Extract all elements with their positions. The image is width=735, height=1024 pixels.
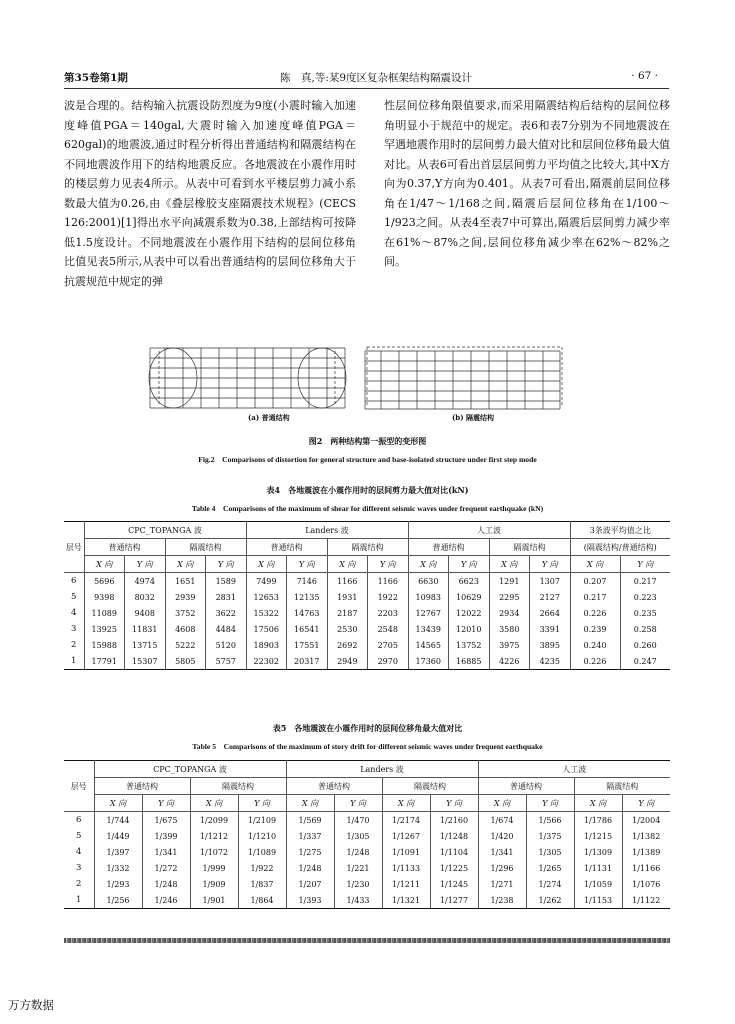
ratio-header: 3条波平均值之比 (570, 522, 670, 539)
value-cell: 6623 (449, 573, 490, 590)
value-cell: 1/2109 (238, 812, 286, 829)
value-cell: 2295 (489, 589, 530, 605)
wave-header: 人工波 (478, 761, 670, 778)
body-text-right: 性层间位移角限值要求,而采用隔震结构后结构的层间位移角明显小于规范中的规定。表6和表7分别为不同地震波在罕遇地震作用时的层间剪力最大值对比和层间位移角最大值对比。从表6可看出首层层间剪力平均值之比较大,其中X方向为0.37,Y方向为0.401。从表7可看出,隔震前层间位移角在1/47～1/168之间,隔震后层间位移角在1/100～1/923之间。从表4至表7中可算出,隔震后层间剪力减少率在61%～87%之间,层间位移角减少率在62%～82%之间。 (384, 99, 670, 268)
structure-header: 普通结构 (94, 778, 190, 795)
value-cell: 2949 (327, 653, 368, 670)
value-cell: 1/1786 (574, 812, 622, 829)
value-cell: 12010 (449, 621, 490, 637)
table-5-body (64, 812, 670, 909)
value-cell: 1/399 (142, 828, 190, 844)
value-cell: 1/470 (334, 812, 382, 829)
value-cell: 1/566 (526, 812, 574, 829)
value-cell: 20317 (287, 653, 328, 670)
value-cell: 1/837 (238, 876, 286, 892)
value-cell: 7146 (287, 573, 328, 590)
value-cell: 1/1072 (190, 844, 238, 860)
structure-header: 普通结构 (246, 539, 327, 556)
wave-header: CPC_TOPANGA 波 (94, 761, 286, 778)
value-cell: 17506 (246, 621, 287, 637)
value-cell: 6630 (408, 573, 449, 590)
value-cell: 4226 (489, 653, 530, 670)
value-cell: 0.258 (633, 624, 657, 634)
direction-header: X 向 (165, 556, 206, 573)
structure-header: 普通结构 (408, 539, 489, 556)
value-cell: 1/1211 (382, 876, 430, 892)
value-cell: 10983 (408, 589, 449, 605)
value-cell: 1/296 (478, 860, 526, 876)
value-cell: 8032 (125, 589, 166, 605)
value-cell: 1/1153 (574, 892, 622, 909)
value-cell: 3622 (206, 605, 247, 621)
value-cell: 0.217 (633, 576, 657, 586)
value-cell: 3391 (530, 621, 571, 637)
value-cell: 0.226 (570, 653, 620, 670)
value-cell: 3975 (489, 637, 530, 653)
direction-header: X 向 (190, 795, 238, 812)
value-cell: 0.247 (620, 653, 670, 670)
value-cell: 1/341 (142, 844, 190, 860)
table-row (64, 828, 670, 844)
value-cell: 1291 (489, 573, 530, 590)
value-cell: 10629 (449, 589, 490, 605)
table-row (64, 812, 670, 829)
value-cell: 13715 (125, 637, 166, 653)
value-cell: 1307 (530, 573, 571, 590)
value-cell: 5696 (84, 573, 125, 590)
value-cell: 1/1248 (430, 828, 478, 844)
table-row (64, 605, 670, 621)
running-header (64, 70, 664, 88)
value-cell: 5222 (165, 637, 206, 653)
value-cell: 1/246 (142, 892, 190, 909)
value-cell: 1/1309 (574, 844, 622, 860)
value-cell: 16541 (287, 621, 328, 637)
table-5 (64, 760, 670, 909)
floor-cell: 2 (64, 876, 94, 892)
value-cell: 1/256 (94, 892, 142, 909)
value-cell: 7499 (246, 573, 287, 590)
value-cell: 1/1389 (632, 847, 661, 857)
value-cell: 1/1104 (430, 844, 478, 860)
value-cell: 5120 (206, 637, 247, 653)
value-cell: 2705 (368, 637, 409, 653)
value-cell: 1/1122 (622, 892, 670, 909)
structure-header: 普通结构 (478, 778, 574, 795)
value-cell: 2203 (368, 605, 409, 621)
value-cell: 11831 (125, 621, 166, 637)
value-cell: 12767 (408, 605, 449, 621)
direction-header: X 向 (574, 795, 622, 812)
value-cell: 1/305 (526, 844, 574, 860)
table-row (64, 637, 670, 653)
value-cell: 1/1212 (190, 828, 238, 844)
value-cell: 0.207 (570, 573, 620, 590)
wave-header: 人工波 (408, 522, 570, 539)
value-cell: 4235 (530, 653, 571, 670)
value-cell: 11089 (84, 605, 125, 621)
value-cell: 17791 (84, 653, 125, 670)
value-cell: 2939 (165, 589, 206, 605)
footer-watermark: 万方数据 (8, 998, 54, 1012)
value-cell: 1931 (327, 589, 368, 605)
value-cell: 1/1277 (430, 892, 478, 909)
value-cell: 1/1215 (574, 828, 622, 844)
direction-header: X 向 (478, 795, 526, 812)
direction-header: X 向 (286, 795, 334, 812)
value-cell: 1/293 (94, 876, 142, 892)
subcaption-b: (b) 隔震结构 (452, 413, 494, 422)
value-cell: 0.223 (633, 592, 657, 602)
direction-header: X 向 (382, 795, 430, 812)
value-cell: 13439 (408, 621, 449, 637)
value-cell: 14763 (287, 605, 328, 621)
table5-caption-cn: 表5 各地震波在小震作用时的层间位移角最大值对比 (272, 723, 463, 733)
value-cell: 1/375 (526, 828, 574, 844)
direction-header: Y 向 (206, 556, 247, 573)
ratio-subheader: (隔震结构/普通结构) (570, 539, 670, 556)
value-cell: 15988 (84, 637, 125, 653)
value-cell: 1651 (165, 573, 206, 590)
floor-cell: 6 (64, 812, 94, 829)
value-cell: 1/1267 (382, 828, 430, 844)
direction-header: X 向 (84, 556, 125, 573)
value-cell: 1/238 (478, 892, 526, 909)
value-cell: 1/248 (142, 876, 190, 892)
value-cell: 1/230 (334, 876, 382, 892)
floor-header: 层号 (64, 761, 94, 812)
value-cell: 1/999 (190, 860, 238, 876)
value-cell: 1922 (368, 589, 409, 605)
table5-caption-en: Table 5 Comparisons of the maximum of story drift for different seismic waves under frequent earthquake (192, 742, 543, 751)
value-cell: 9408 (125, 605, 166, 621)
direction-header: X 向 (327, 556, 368, 573)
floor-cell: 1 (64, 892, 94, 909)
value-cell: 0.260 (633, 640, 657, 650)
floor-cell: 4 (64, 605, 84, 621)
value-cell: 14565 (408, 637, 449, 653)
body-text-left: 波是合理的。结构输入抗震设防烈度为9度(小震时输入加速度峰值PGA＝140gal,大震时输入加速度峰值PGA＝620gal)的地震波,通过时程分析得出普通结构和隔震结构在不同地震波作用下的结构地震反应。各地震波在小震作用时的楼层剪力见表4所示。从表中可看到水平楼层剪力减小系数最大值为0.26,由《叠层橡胶支座隔震技术规程》(CECS 126:2001)[1]得出水平向减震系数为0.38,上部结构可按降低1.5度设计。不同地震波在小震作用下结构的层间位移角比值见表5所示,从表中可以看出普通结构的层间位移角大于抗震规范中规定的弹 (64, 99, 356, 288)
value-cell: 1589 (206, 573, 247, 590)
value-cell: 9398 (84, 589, 125, 605)
value-cell: 12653 (246, 589, 287, 605)
article-title: 陈 真,等:某9度区复杂框架结构隔震设计 (280, 72, 473, 84)
value-cell: 1/1089 (238, 844, 286, 860)
value-cell: 1/1321 (382, 892, 430, 909)
value-cell: 22302 (246, 653, 287, 670)
direction-header: X 向 (489, 556, 530, 573)
value-cell: 1/744 (94, 812, 142, 829)
structure-header: 隔震结构 (190, 778, 286, 795)
value-cell: 3895 (530, 637, 571, 653)
isolated-structure-drawing (365, 347, 562, 409)
value-cell: 2831 (206, 589, 247, 605)
direction-header: X 向 (94, 795, 142, 812)
floor-cell: 1 (64, 653, 84, 670)
value-cell: 2530 (327, 621, 368, 637)
value-cell: 5805 (165, 653, 206, 670)
value-cell: 1/393 (286, 892, 334, 909)
floor-cell: 3 (64, 860, 94, 876)
value-cell: 4484 (206, 621, 247, 637)
floor-header: 层号 (64, 522, 84, 573)
value-cell: 2127 (530, 589, 571, 605)
value-cell: 15307 (125, 653, 166, 670)
structure-header: 隔震结构 (382, 778, 478, 795)
value-cell: 1/1166 (632, 863, 661, 873)
value-cell: 1/909 (190, 876, 238, 892)
value-cell: 17551 (287, 637, 328, 653)
page-number: · 67 · (631, 70, 658, 82)
table-row (64, 589, 670, 605)
header-rule (64, 88, 669, 89)
table-4-body (64, 573, 670, 670)
value-cell: 1/675 (142, 812, 190, 829)
floor-cell: 4 (64, 844, 94, 860)
value-cell: 0.217 (570, 589, 620, 605)
scan-noise-strip (64, 938, 670, 943)
direction-header: Y 向 (368, 556, 409, 573)
table-row (64, 860, 670, 876)
value-cell: 2664 (530, 605, 571, 621)
figure-caption-en: Fig.2 Comparisons of distortion for general structure and base-isolated structure under first step mode (198, 455, 537, 464)
value-cell: 1/569 (286, 812, 334, 829)
value-cell: 15322 (246, 605, 287, 621)
direction-header: Y 向 (125, 556, 166, 573)
value-cell: 1/337 (286, 828, 334, 844)
direction-header: Y 向 (334, 795, 382, 812)
subcaption-a: (a) 普通结构 (248, 413, 290, 422)
floor-cell: 5 (64, 828, 94, 844)
value-cell: 1/1245 (430, 876, 478, 892)
wave-header: Landers 波 (246, 522, 408, 539)
value-cell: 1/433 (334, 892, 382, 909)
direction-header: Y 向 (449, 556, 490, 573)
value-cell: 1/1076 (632, 879, 661, 889)
value-cell: 2692 (327, 637, 368, 653)
value-cell: 1/332 (94, 860, 142, 876)
value-cell: 2970 (368, 653, 409, 670)
table-row (64, 892, 670, 909)
table4-caption-en: Table 4 Comparisons of the maximum of shear for different seismic waves under frequent earthquake (kN) (191, 504, 544, 513)
value-cell: 3752 (165, 605, 206, 621)
value-cell: 1/221 (334, 860, 382, 876)
value-cell: 1/922 (238, 860, 286, 876)
value-cell: 1/1133 (382, 860, 430, 876)
value-cell: 1/248 (286, 860, 334, 876)
value-cell: 16885 (449, 653, 490, 670)
value-cell: 1/265 (526, 860, 574, 876)
value-cell: 1/1059 (574, 876, 622, 892)
value-cell: 1/420 (478, 828, 526, 844)
structure-header: 普通结构 (286, 778, 382, 795)
structure-header: 隔震结构 (489, 539, 570, 556)
value-cell: 1/864 (238, 892, 286, 909)
floor-cell: 3 (64, 621, 84, 637)
table-row (64, 844, 670, 860)
direction-header: Y 向 (526, 795, 574, 812)
value-cell: 13925 (84, 621, 125, 637)
value-cell: 1/2160 (430, 812, 478, 829)
value-cell: 1/272 (142, 860, 190, 876)
value-cell: 1/275 (286, 844, 334, 860)
value-cell: 12022 (449, 605, 490, 621)
value-cell: 1/901 (190, 892, 238, 909)
value-cell: 0.240 (570, 637, 620, 653)
direction-header: Y 向 (238, 795, 286, 812)
value-cell: 1/248 (334, 844, 382, 860)
value-cell: 5757 (206, 653, 247, 670)
value-cell: 3580 (489, 621, 530, 637)
value-cell: 1/674 (478, 812, 526, 829)
table-row (64, 573, 670, 590)
wave-header: Landers 波 (286, 761, 478, 778)
value-cell: 1/1225 (430, 860, 478, 876)
structure-header: 隔震结构 (574, 778, 670, 795)
structure-header: 隔震结构 (327, 539, 408, 556)
value-cell: 1166 (368, 573, 409, 590)
value-cell: 1/449 (94, 828, 142, 844)
direction-header: X 向 (246, 556, 287, 573)
value-cell: 1/305 (334, 828, 382, 844)
value-cell: 2934 (489, 605, 530, 621)
table-row (64, 876, 670, 892)
value-cell: 1/274 (526, 876, 574, 892)
value-cell: 13752 (449, 637, 490, 653)
value-cell: 1/271 (478, 876, 526, 892)
direction-header: Y 向 (620, 556, 670, 573)
floor-cell: 2 (64, 637, 84, 653)
value-cell: 1/1382 (632, 831, 661, 841)
value-cell: 1/2099 (190, 812, 238, 829)
value-cell: 17360 (408, 653, 449, 670)
figure-caption-cn: 图2 两种结构第一振型的变形图 (308, 436, 427, 446)
value-cell: 1/207 (286, 876, 334, 892)
direction-header: Y 向 (430, 795, 478, 812)
direction-header: Y 向 (287, 556, 328, 573)
wave-header: CPC_TOPANGA 波 (84, 522, 246, 539)
table-row (64, 621, 670, 637)
value-cell: 1/2004 (632, 815, 661, 825)
value-cell: 1/1091 (382, 844, 430, 860)
direction-header: X 向 (408, 556, 449, 573)
structure-header: 隔震结构 (165, 539, 246, 556)
value-cell: 2187 (327, 605, 368, 621)
value-cell: 4974 (125, 573, 166, 590)
value-cell: 0.239 (570, 621, 620, 637)
table-4 (64, 521, 670, 670)
value-cell: 18903 (246, 637, 287, 653)
value-cell: 1/2174 (382, 812, 430, 829)
direction-header: Y 向 (622, 795, 670, 812)
value-cell: 0.226 (570, 605, 620, 621)
value-cell: 1/262 (526, 892, 574, 909)
normal-structure-drawing (149, 348, 346, 408)
mode-shape-figure (145, 343, 565, 413)
journal-volume: 第35卷第1期 (64, 72, 128, 84)
structure-header: 普通结构 (84, 539, 165, 556)
value-cell: 1/341 (478, 844, 526, 860)
direction-header: X 向 (570, 556, 620, 573)
direction-header: Y 向 (530, 556, 571, 573)
value-cell: 4608 (165, 621, 206, 637)
direction-header: Y 向 (142, 795, 190, 812)
table4-caption-cn: 表4 各地震波在小震作用时的层间剪力最大值对比(kN) (266, 485, 469, 495)
value-cell: 1/397 (94, 844, 142, 860)
value-cell: 12135 (287, 589, 328, 605)
floor-cell: 6 (64, 573, 84, 590)
table-row (64, 653, 670, 670)
value-cell: 1/1131 (574, 860, 622, 876)
value-cell: 0.235 (633, 608, 657, 618)
floor-cell: 5 (64, 589, 84, 605)
value-cell: 1166 (327, 573, 368, 590)
value-cell: 2548 (368, 621, 409, 637)
value-cell: 1/1210 (238, 828, 286, 844)
